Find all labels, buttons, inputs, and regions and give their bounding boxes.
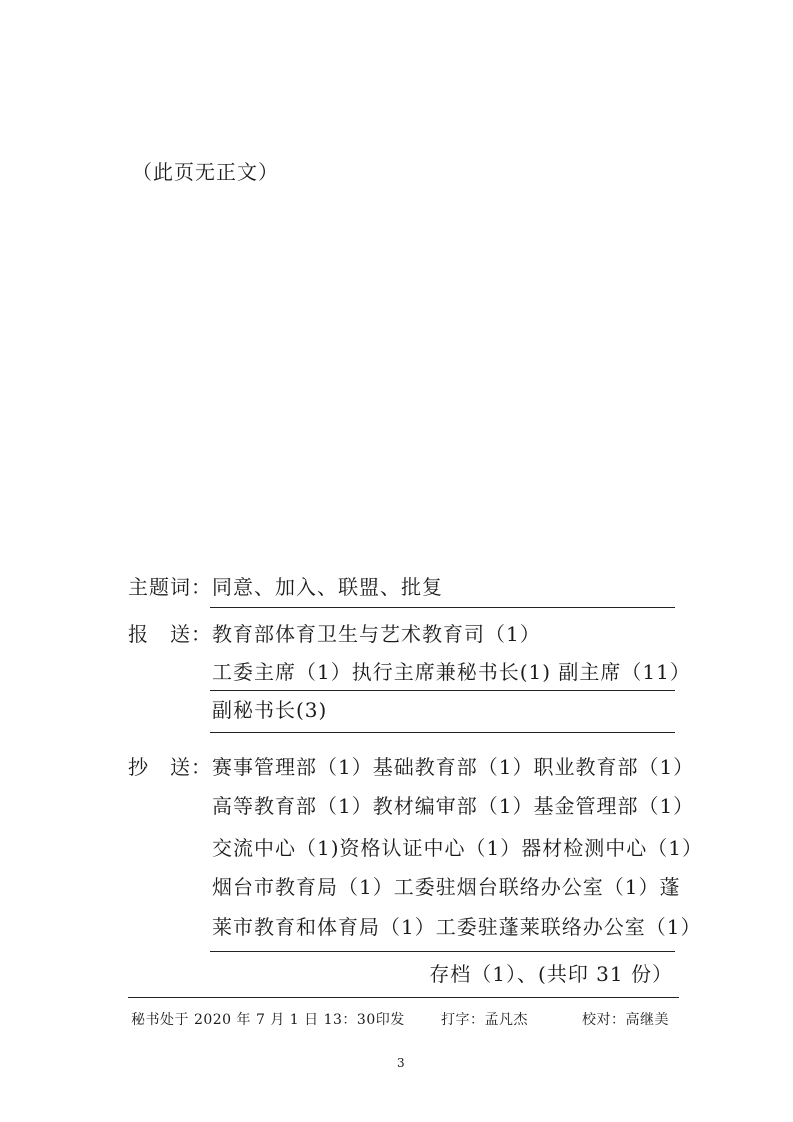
copy-to-line-3: 交流中心（1)资格认证中心（1）器材检测中心（1） [212,836,703,860]
archive-count: 存档（1）、(共印 31 份） [429,962,673,986]
proofreader: 校对：高继美 [582,1012,669,1028]
subject-label: 主题词： [128,575,212,599]
copy-to-line-4: 烟台市教育局（1）工委驻烟台联络办公室（1）蓬 [212,875,681,899]
footer-rule [128,997,679,998]
issued-by: 秘书处于 2020 年 7 月 1 日 13：30印发 [131,1012,405,1028]
report-to-line-3: 副秘书长(3) [212,698,328,722]
report-to-rule [210,732,675,733]
page-number: 3 [397,1056,406,1070]
report-to-line-2: 工委主席（1）执行主席兼秘书长(1) 副主席（11） [212,660,691,684]
subject-keywords: 同意、加入、联盟、批复 [212,575,443,599]
no-body-text-notice: （此页无正文） [132,160,279,184]
typist: 打字：孟凡杰 [441,1012,528,1028]
copy-to-line-1: 赛事管理部（1）基础教育部（1）职业教育部（1） [212,755,695,779]
subject-rule [210,607,675,608]
copy-to-rule [210,951,675,952]
copy-to-line-2: 高等教育部（1）教材编审部（1）基金管理部（1） [212,794,695,818]
copy-to-label: 抄 送： [128,755,212,779]
report-to-mid-rule [210,690,675,691]
report-to-label: 报 送： [128,622,212,646]
copy-to-line-5: 莱市教育和体育局（1）工委驻蓬莱联络办公室（1） [212,915,702,939]
report-to-line-1: 教育部体育卫生与艺术教育司（1） [212,622,541,646]
